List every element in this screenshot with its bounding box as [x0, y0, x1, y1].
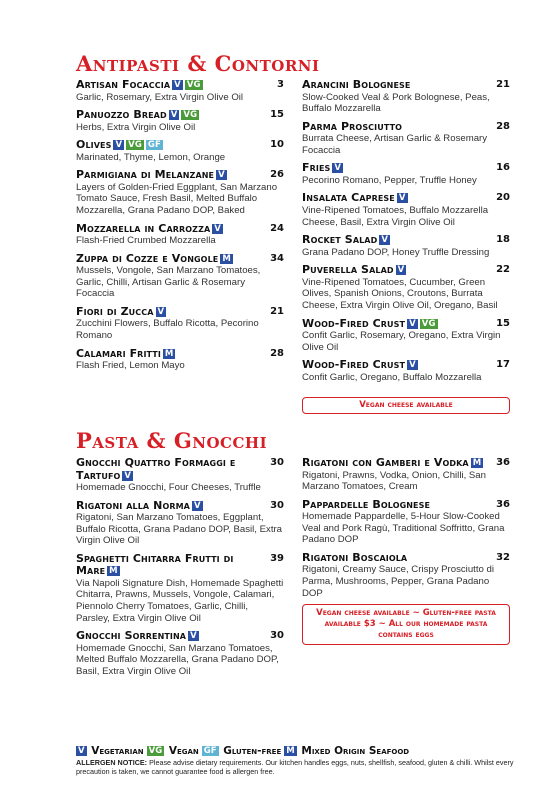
menu-item-price: 10 [270, 139, 284, 151]
menu-item-name: Pappardelle Bolognese [302, 497, 431, 511]
menu-item-price: 24 [270, 222, 284, 234]
menu-item [302, 264, 510, 311]
vegetarian-tag: V [397, 265, 405, 276]
menu-item-description: Rigatoni, Prawns, Vodka, Onion, Chilli, San Marzano Tomatoes, Cream [302, 469, 486, 493]
menu-item-header [76, 457, 284, 482]
menu-item [76, 253, 284, 300]
pasta-right-column [302, 457, 510, 605]
menu-item [76, 500, 284, 547]
menu-item-name: Rocket Salad V [302, 233, 389, 247]
menu-item-price: 36 [496, 457, 510, 468]
menu-item-description: Burrata Cheese, Artisan Garlic & Rosemary Focaccia [302, 133, 488, 156]
menu-item-header [76, 348, 284, 361]
legend-label: Vegetarian [87, 745, 144, 757]
vegetarian-tag: V [174, 80, 181, 90]
menu-item [302, 318, 510, 354]
menu-item-price: 26 [270, 169, 284, 181]
menu-item-price: 32 [496, 551, 510, 563]
legend-item [202, 745, 281, 757]
menu-item [76, 348, 284, 372]
menu-item-header [76, 79, 284, 92]
menu-item-description: Flash Fried, Lemon Mayo [76, 360, 185, 372]
vegetarian-tag: V [78, 746, 85, 756]
menu-item-header [302, 79, 510, 92]
menu-item-header [76, 253, 284, 266]
menu-item [76, 109, 284, 133]
allergen-label: ALLERGEN NOTICE: [76, 758, 148, 767]
menu-item [76, 553, 284, 624]
menu-item-price: 21 [270, 305, 284, 317]
menu-item-price: 20 [496, 192, 510, 204]
menu-item-description: Via Napoli Signature Dish, Homemade Spaghetti Chitarra, Prawns, Mussels, Vongole, Calamari, Piennolo Cherry Tomatoes, Garlic, Chilli, Parsley, Extra Virgin Olive Oil [76, 577, 284, 624]
menu-item-header [302, 359, 510, 372]
menu-item-name: Wood-Fired Crust V [302, 358, 416, 372]
vegetarian-tag: V [398, 193, 406, 204]
vegetarian-tag: V [214, 223, 221, 234]
vegetarian-tag: V [115, 140, 123, 151]
menu-item-price: 28 [270, 347, 284, 359]
menu-item-price: 3 [277, 79, 284, 90]
menu-item-name: Rigatoni Boscaiola [302, 550, 408, 564]
menu-item-name: Spaghetti Chitarra Frutti di Mare M [76, 551, 234, 578]
menu-item [302, 457, 510, 493]
menu-item-price: 34 [270, 252, 284, 264]
gluten-free-tag: GF [147, 140, 161, 151]
menu-item-description: Mussels, Vongole, San Marzano Tomatoes, Garlic, Chilli, Artisan Garlic & Rosemary Focaccia [76, 265, 261, 300]
menu-item-header [302, 552, 510, 565]
menu-item-name: Olives V VG GF [76, 138, 161, 152]
menu-item-description: Homemade Gnocchi, Four Cheeses, Truffle [76, 482, 261, 493]
menu-item [302, 162, 510, 186]
menu-item-price: 30 [270, 499, 284, 511]
menu-item-header [76, 223, 284, 236]
menu-item-description: Homemade Pappardelle, 5-Hour Slow-Cooked Veal and Pork Ragù, Traditional Soffritto, Grana Padano DOP [302, 511, 505, 546]
menu-item-description: Vine-Ripened Tomatoes, Buffalo Mozzarella Cheese, Basil, Extra Virgin Olive Oil [302, 204, 489, 228]
antipasti-left-column [76, 79, 284, 378]
menu-item-name: Gnocchi Sorrentina V [76, 629, 197, 643]
vegan-tag: VG [421, 318, 436, 329]
menu-item-price: 30 [270, 457, 284, 468]
menu-item [76, 79, 284, 103]
menu-item [76, 630, 284, 677]
menu-item-header [76, 553, 284, 578]
menu-item [302, 359, 510, 383]
menu-item [302, 234, 510, 258]
seafood-tag: M [109, 566, 118, 577]
antipasti-title: Antipasti & Contorni [76, 51, 320, 76]
menu-item-price: 18 [496, 234, 510, 246]
menu-item-header [76, 139, 284, 152]
menu-item-price: 39 [270, 552, 284, 564]
menu-item-description: Slow-Cooked Veal & Pork Bolognese, Peas, Buffalo Mozzarella [302, 91, 490, 115]
menu-item-price: 15 [496, 317, 510, 329]
vegetarian-tag: V [334, 163, 342, 174]
vegan-tag: VG [148, 746, 163, 756]
menu-item [76, 223, 284, 247]
vegan-tag: VG [128, 140, 142, 151]
menu-item-price: 16 [496, 162, 510, 174]
vegetarian-tag: V [193, 500, 201, 511]
menu-item-description: Layers of Golden-Fried Eggplant, San Marzano Tomato Sauce, Fresh Basil, Melted Buffalo Mozzarella, Grana Padano DOP, Baked [76, 181, 278, 216]
dietary-legend [76, 745, 496, 757]
vegetarian-tag: V [124, 470, 132, 481]
menu-item [302, 192, 510, 228]
seafood-tag: M [164, 348, 174, 359]
menu-item [302, 552, 510, 599]
antipasti-right-column [302, 79, 510, 389]
menu-item-header [302, 264, 510, 277]
vegetarian-tag: V [381, 235, 389, 246]
menu-item-header [302, 457, 510, 470]
menu-item-header [302, 234, 510, 247]
menu-item-name: Calamari Fritti M [76, 346, 174, 360]
menu-item-description: Grana Padano DOP, Honey Truffle Dressing [302, 246, 490, 258]
menu-item-name: Fries V [302, 161, 342, 175]
menu-item-description: Rigatoni, San Marzano Tomatoes, Eggplant, Buffalo Ricotta, Grana Padano DOP, Basil, Extra Virgin Olive Oil [76, 512, 283, 547]
menu-item-price: 15 [270, 109, 284, 121]
menu-item-description: Zucchini Flowers, Buffalo Ricotta, Pecorino Romano [76, 318, 259, 342]
menu-item-price: 28 [496, 120, 510, 132]
menu-item-description: Confit Garlic, Oregano, Buffalo Mozzarella [302, 371, 482, 383]
menu-item-header [302, 162, 510, 175]
menu-item [76, 169, 284, 216]
vegan-tag: VG [186, 80, 201, 90]
seafood-tag: M [286, 746, 295, 756]
menu-item-name: Rigatoni con Gamberi e Vodka M [302, 456, 482, 469]
menu-item-description: Garlic, Rosemary, Extra Virgin Olive Oil [76, 91, 244, 103]
antipasti-note: Vegan cheese available [302, 397, 510, 414]
menu-item-name: Mozzarella in Carrozza V [76, 221, 221, 235]
menu-item [76, 139, 284, 163]
seafood-tag: M [222, 253, 231, 264]
menu-item-description: Flash-Fried Crumbed Mozzarella [76, 235, 216, 247]
vegan-tag: VG [183, 110, 198, 121]
menu-item [302, 121, 510, 157]
vegetarian-tag: V [157, 306, 165, 317]
vegetarian-tag: V [218, 170, 225, 181]
menu-item-description: Herbs, Extra Virgin Olive Oil [76, 121, 196, 133]
menu-item-name: Parmigiana di Melanzane V [76, 168, 225, 182]
menu-item-header [76, 306, 284, 319]
menu-item-name: Wood-Fired Crust V VG [302, 316, 436, 330]
menu-item [302, 499, 510, 546]
menu-item-price: 17 [496, 359, 510, 371]
seafood-tag: M [472, 458, 482, 468]
legend-item [76, 745, 144, 757]
menu-item [302, 79, 510, 115]
legend-item [284, 745, 409, 757]
menu-item-price: 36 [496, 498, 510, 510]
menu-item-price: 22 [496, 264, 510, 276]
vegetarian-tag: V [170, 110, 178, 121]
menu-item-name: Artisan Focaccia V VG [76, 78, 201, 91]
menu-item-name: Insalata Caprese V [302, 191, 406, 205]
menu-item-description: Homemade Gnocchi, San Marzano Tomatoes, Melted Buffalo Mozzarella, Grana Padano DOP, Basil, Extra Virgin Olive Oil [76, 642, 279, 677]
menu-item-name: Panuozzo Bread V VG [76, 108, 198, 122]
menu-item-description: Vine-Ripened Tomatoes, Cucumber, Green Olives, Spanish Onions, Croutons, Burrata Cheese, Extra Virgin Olive Oil, Oregano, Basil [302, 276, 498, 311]
legend-item [147, 745, 199, 757]
gluten-free-tag: GF [203, 746, 217, 756]
menu-item [76, 306, 284, 342]
pasta-left-column [76, 457, 284, 684]
menu-item-name: Gnocchi Quattro Formaggi e Tartufo V [76, 456, 236, 482]
menu-item-name: Fiori di Zucca V [76, 304, 165, 318]
menu-item-name: Zuppa di Cozze e Vongole M [76, 251, 231, 265]
menu-item-description: Rigatoni, Creamy Sauce, Crispy Prosciutto di Parma, Mushrooms, Pepper, Grana Padano DOP [302, 564, 494, 599]
menu-item [76, 457, 284, 494]
legend-label: Mixed Origin Seafood [297, 745, 410, 757]
menu-item-header [302, 121, 510, 134]
menu-item-description: Confit Garlic, Rosemary, Oregano, Extra Virgin Olive Oil [302, 330, 501, 353]
menu-item-name: Parma Prosciutto [302, 119, 403, 133]
vegetarian-tag: V [409, 360, 416, 371]
menu-item-price: 30 [270, 630, 284, 642]
pasta-title: Pasta & Gnocchi [76, 428, 268, 453]
legend-label: Gluten-free [219, 745, 282, 757]
menu-item-header [302, 318, 510, 331]
vegetarian-tag: V [190, 631, 197, 642]
menu-item-header [302, 499, 510, 512]
menu-item-header [76, 109, 284, 122]
menu-item-header [76, 630, 284, 643]
menu-item-header [302, 192, 510, 205]
menu-item-name: Rigatoni alla Norma V [76, 498, 201, 512]
menu-item-name: Puverella Salad V [302, 263, 405, 277]
legend-label: Vegan [165, 745, 199, 757]
menu-item-price: 21 [496, 79, 510, 90]
allergen-text: Please advise dietary requirements. Our kitchen handles eggs, nuts, shellfish, seafood, gluten & chilli. Whilst every precaution is taken, we cannot guarantee food is allergen free. [76, 758, 514, 776]
menu-item-header [76, 169, 284, 182]
menu-item-name: Arancini Bolognese [302, 78, 411, 91]
menu-item-header [76, 500, 284, 513]
allergen-notice [76, 759, 516, 776]
pasta-note: Vegan cheese available ~ Gluten-free pasta available $3 ~ All our homemade pasta contains eggs [302, 604, 510, 645]
menu-item-description: Marinated, Thyme, Lemon, Orange [76, 151, 226, 163]
vegetarian-tag: V [409, 318, 416, 329]
menu-item-description: Pecorino Romano, Pepper, Truffle Honey [302, 174, 477, 186]
